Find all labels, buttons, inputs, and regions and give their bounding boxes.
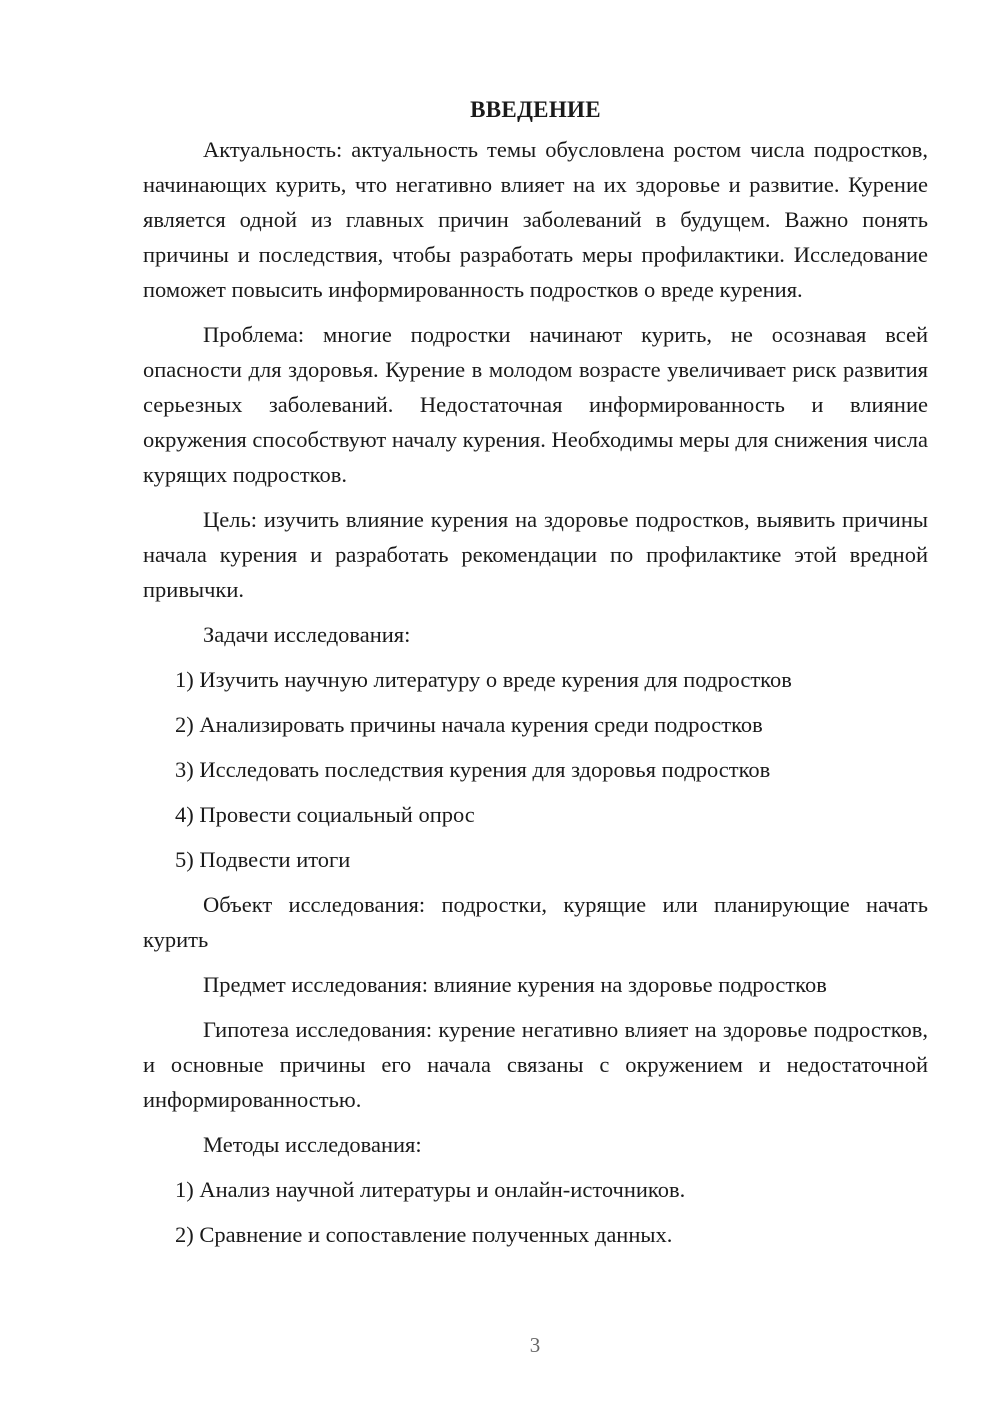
object-paragraph: Объект исследования: подростки, курящие или планирующие начать курить [143, 892, 928, 952]
subject-paragraph: Предмет исследования: влияние курения на здоровье подростков [203, 972, 827, 997]
hypothesis-paragraph: Гипотеза исследования: курение негативно влияет на здоровье подростков, и основные причины его начала связаны с окружением и недостаточной информированностью. [143, 1017, 928, 1112]
method-item: 2) Сравнение и сопоставление полученных данных. [175, 1222, 673, 1247]
document-page [143, 92, 928, 1262]
goal-paragraph: Цель: изучить влияние курения на здоровье подростков, выявить причины начала курения и разработать рекомендации по профилактике этой вредной привычки. [143, 507, 928, 602]
task-item: 4) Провести социальный опрос [175, 802, 475, 827]
task-item: 3) Исследовать последствия курения для здоровья подростков [175, 757, 771, 782]
task-item: 2) Анализировать причины начала курения среди подростков [175, 712, 763, 737]
page-number: 3 [529, 1333, 541, 1357]
tasks-heading: Задачи исследования: [203, 622, 411, 647]
relevance-paragraph: Актуальность: актуальность темы обусловлена ростом числа подростков, начинающих курить, что негативно влияет на их здоровье и развитие. Курение является одной из главных причин заболеваний в будущем. Важно понять причины и последствия, чтобы разработать меры профилактики. Исследование поможет повысить информированность подростков о вреде курения. [143, 137, 928, 302]
task-item: 1) Изучить научную литературу о вреде курения для подростков [175, 667, 792, 692]
methods-heading: Методы исследования: [203, 1132, 422, 1157]
section-title: ВВЕДЕНИЕ [470, 97, 601, 122]
task-item: 5) Подвести итоги [175, 847, 351, 872]
method-item: 1) Анализ научной литературы и онлайн-источников. [175, 1177, 686, 1202]
problem-paragraph: Проблема: многие подростки начинают курить, не осознавая всей опасности для здоровья. Курение в молодом возрасте увеличивает риск развития серьезных заболеваний. Недостаточная информированность и влияние окружения способствуют началу курения. Необходимы меры для снижения числа курящих подростков. [143, 322, 928, 487]
